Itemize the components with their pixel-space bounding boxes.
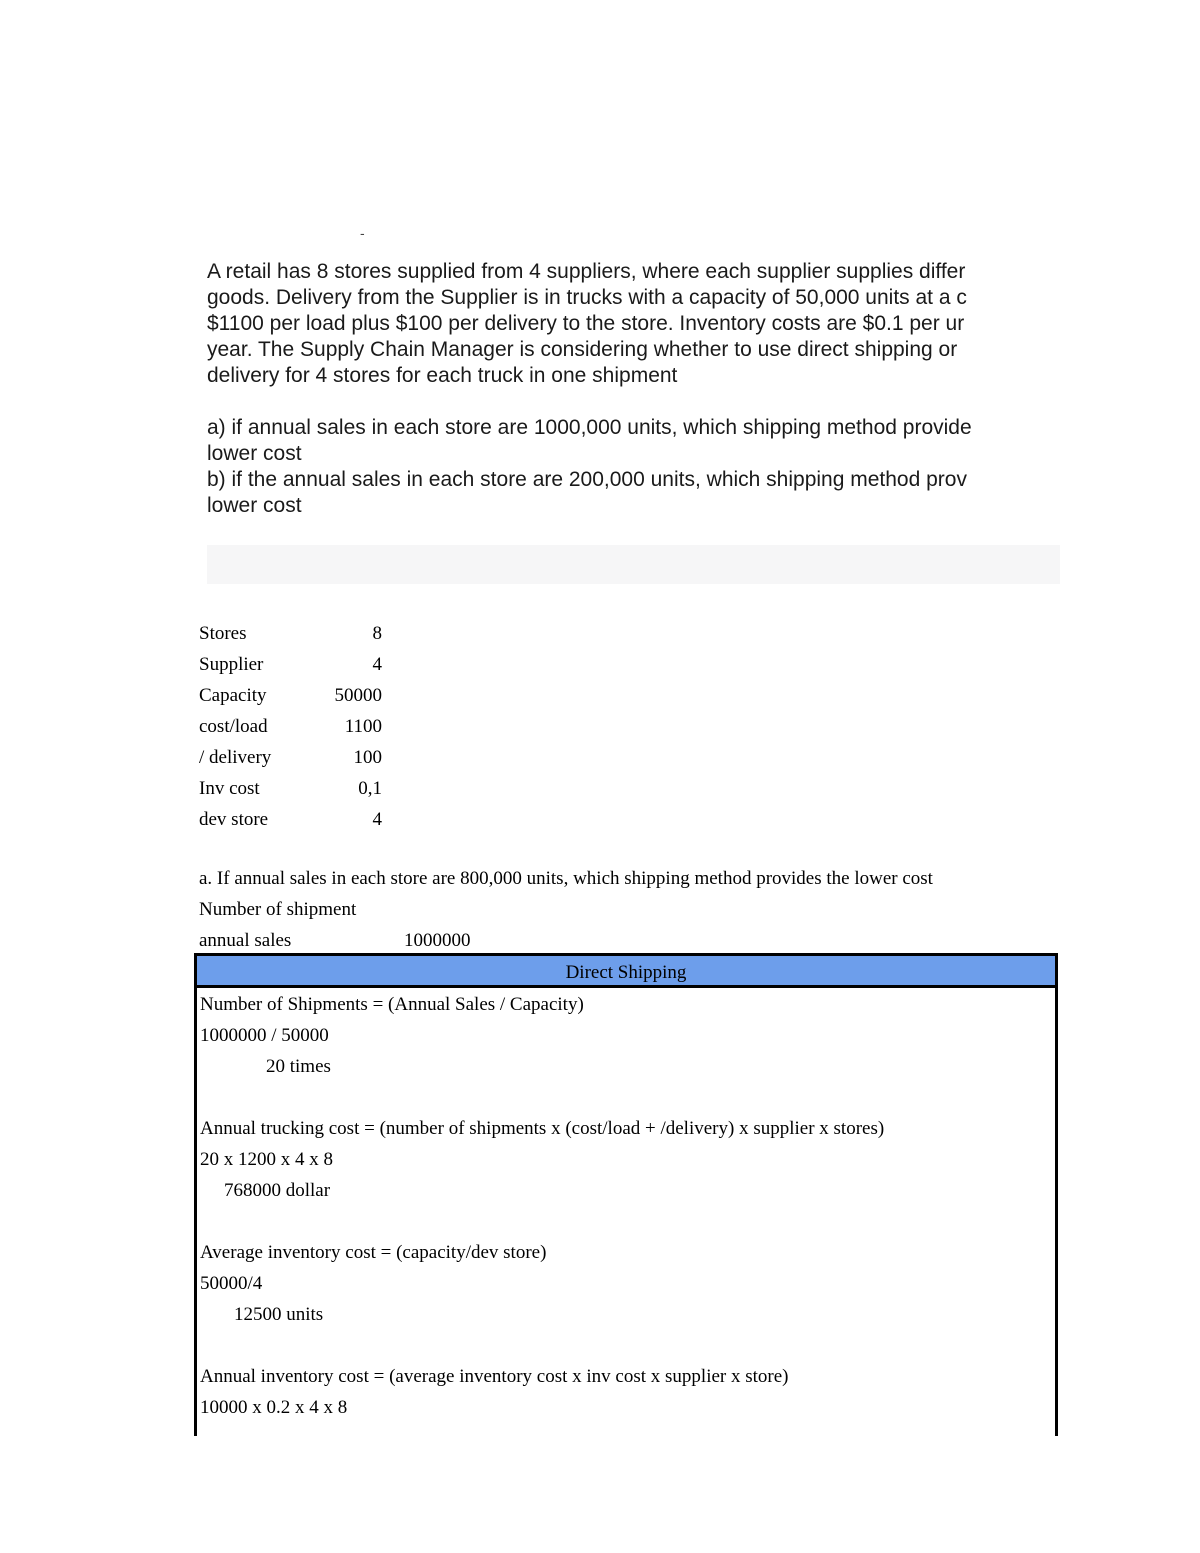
problem-line: $1100 per load plus $100 per delivery to the store. Inventory costs are $0.1 per ur <box>207 312 965 335</box>
problem-line: goods. Delivery from the Supplier is in trucks with a capacity of 50,000 units at a c <box>207 286 967 309</box>
param-value: 8 <box>372 623 382 644</box>
problem-line: year. The Supply Chain Manager is considering whether to use direct shipping or <box>207 338 958 361</box>
param-label: Inv cost <box>199 778 260 799</box>
param-row-supplier <box>199 651 384 682</box>
param-label: Supplier <box>199 654 264 675</box>
question-line: a) if annual sales in each store are 1000,000 units, which shipping method provide <box>207 416 972 439</box>
grey-band <box>207 545 1060 584</box>
trucking-formula: Annual trucking cost = (number of shipments x (cost/load + /delivery) x supplier x stores) <box>200 1118 885 1139</box>
annual-inventory-calc: 10000 x 0.2 x 4 x 8 <box>200 1397 348 1418</box>
direct-shipping-header: Direct Shipping <box>197 956 1055 988</box>
param-value: 4 <box>372 809 382 830</box>
question-a-text: a. If annual sales in each store are 800,000 units, which shipping method provides the lower cost <box>199 868 933 889</box>
shipments-formula: Number of Shipments = (Annual Sales / Capacity) <box>200 994 584 1015</box>
trucking-result: 768000 dollar <box>224 1180 331 1201</box>
problem-line: delivery for 4 stores for each truck in one shipment <box>207 364 678 387</box>
param-row-delivery <box>199 744 384 775</box>
param-label: Stores <box>199 623 247 644</box>
param-row-cost-load <box>199 713 384 744</box>
shipments-calc: 1000000 / 50000 <box>200 1025 329 1046</box>
param-value: 1100 <box>344 716 382 737</box>
param-value: 4 <box>372 654 382 675</box>
trucking-calc: 20 x 1200 x 4 x 8 <box>200 1149 333 1170</box>
param-row-inv-cost <box>199 775 384 806</box>
question-line: lower cost <box>207 442 302 465</box>
annual-inventory-formula: Annual inventory cost = (average inventory cost x inv cost x supplier x store) <box>200 1366 789 1387</box>
param-row-capacity <box>199 682 384 713</box>
annual-sales-value: 1000000 <box>404 930 471 951</box>
avg-inventory-calc: 50000/4 <box>200 1273 263 1294</box>
question-line: lower cost <box>207 494 302 517</box>
param-label: cost/load <box>199 716 268 737</box>
param-value: 100 <box>353 747 382 768</box>
avg-inventory-result: 12500 units <box>234 1304 324 1325</box>
param-value: 50000 <box>334 685 382 706</box>
param-label: dev store <box>199 809 269 830</box>
parameters-table <box>199 620 384 837</box>
annual-sales-label: annual sales <box>199 930 292 951</box>
stray-dash: - <box>360 225 365 241</box>
param-value: 0,1 <box>358 778 382 799</box>
param-row-stores <box>199 620 384 651</box>
avg-inventory-formula: Average inventory cost = (capacity/dev store) <box>200 1242 547 1263</box>
question-line: b) if the annual sales in each store are 200,000 units, which shipping method prov <box>207 468 967 491</box>
direct-shipping-box <box>194 953 1058 1436</box>
param-label: Capacity <box>199 685 267 706</box>
problem-line: A retail has 8 stores supplied from 4 suppliers, where each supplier supplies differ <box>207 260 966 283</box>
number-of-shipment-label: Number of shipment <box>199 899 357 920</box>
problem-statement <box>207 259 1060 519</box>
shipments-result: 20 times <box>266 1056 331 1077</box>
param-label: / delivery <box>199 747 272 768</box>
param-row-dev-store <box>199 806 384 837</box>
